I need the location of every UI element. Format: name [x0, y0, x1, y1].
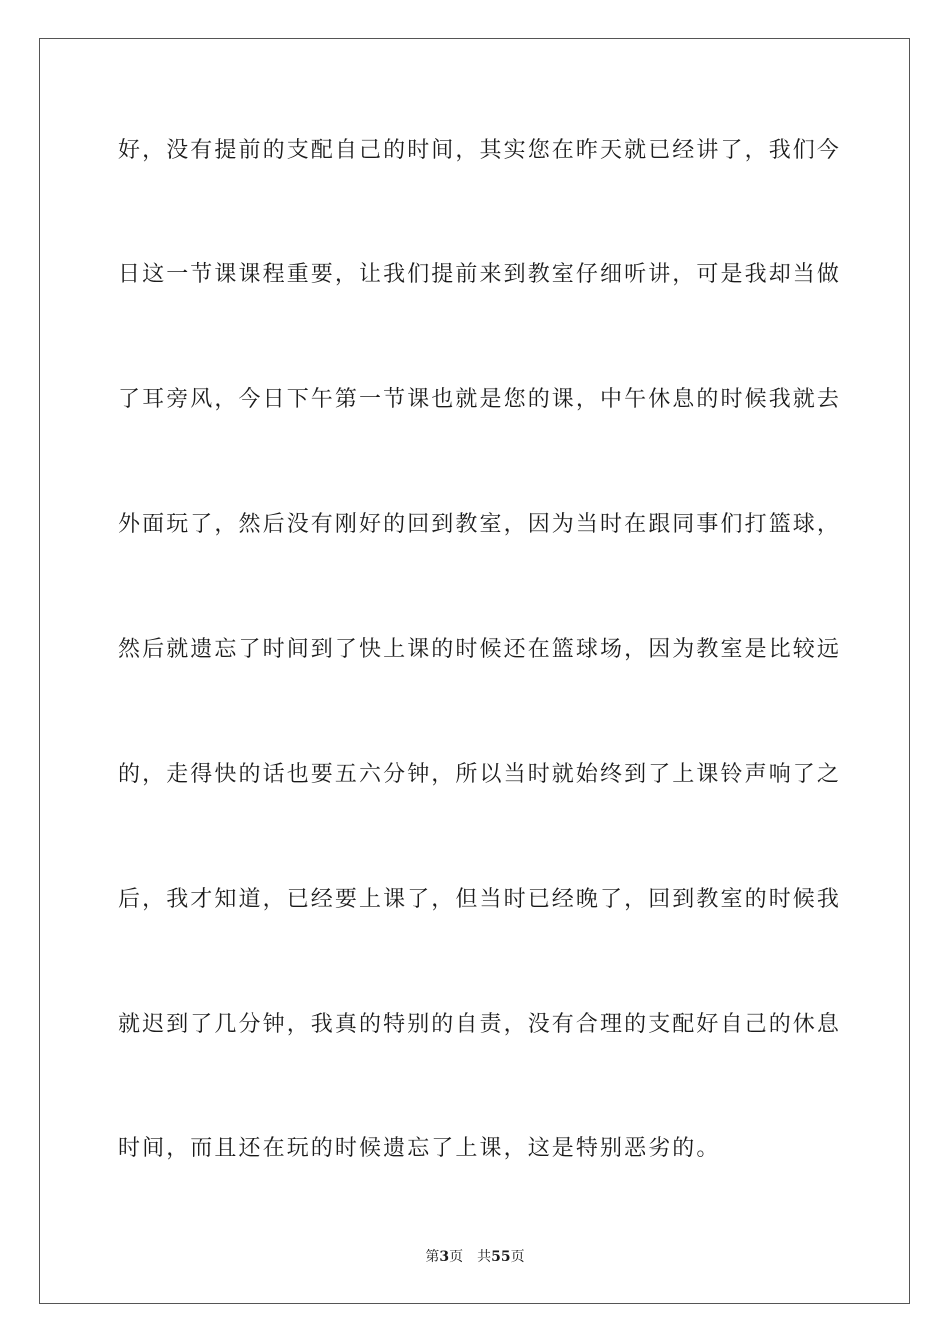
- text-line: 时间，而且还在玩的时候遗忘了上课，这是特别恶劣的。: [118, 1136, 721, 1161]
- total-prefix: 共: [477, 1249, 492, 1265]
- text-line: 外面玩了，然后没有刚好的回到教室，因为当时在跟同事们打篮球，: [118, 512, 842, 537]
- total-suffix: 页: [510, 1249, 525, 1265]
- text-line: 了耳旁风，今日下午第一节课也就是您的课，中午休息的时候我就去: [118, 387, 842, 412]
- page-suffix: 页: [449, 1249, 464, 1265]
- text-line: 就迟到了几分钟，我真的特别的自责，没有合理的支配好自己的休息: [118, 1012, 842, 1037]
- page-border: [39, 38, 910, 1304]
- page-prefix: 第: [425, 1249, 440, 1265]
- page-footer: [0, 1248, 950, 1266]
- text-line: 的，走得快的话也要五六分钟，所以当时就始终到了上课铃声响了之: [118, 762, 842, 787]
- text-line: 后，我才知道，已经要上课了，但当时已经晚了，回到教室的时候我: [118, 887, 842, 912]
- page-number: 3: [439, 1249, 450, 1265]
- text-line: 日这一节课课程重要，让我们提前来到教室仔细听讲，可是我却当做: [118, 262, 842, 287]
- text-line: 好，没有提前的支配自己的时间，其实您在昨天就已经讲了，我们今: [118, 138, 842, 163]
- text-line: 然后就遗忘了时间到了快上课的时候还在篮球场，因为教室是比较远: [118, 637, 842, 662]
- total-pages: 55: [491, 1249, 511, 1265]
